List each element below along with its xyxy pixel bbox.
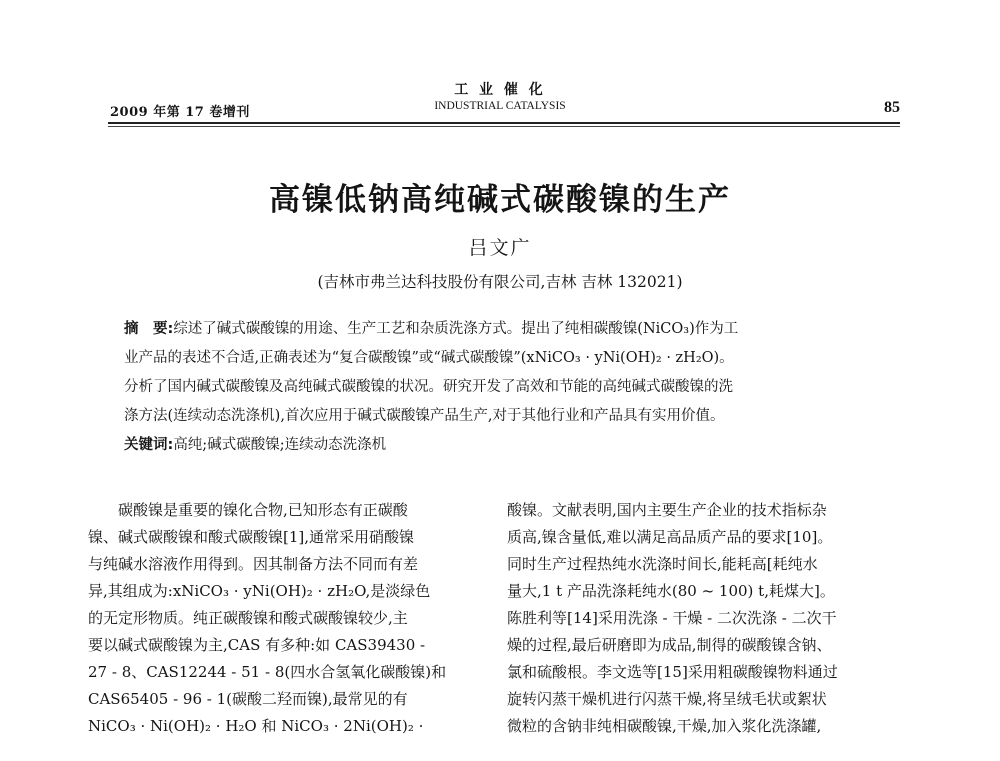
body-line: 的无定形物质。纯正碳酸镍和酸式碳酸镍较少,主 bbox=[88, 609, 408, 627]
body-line: 镍、碱式碳酸镍和酸式碳酸镍[1],通常采用硝酸镍 bbox=[88, 528, 415, 546]
abstract-line: 分析了国内碱式碳酸镍及高纯碱式碳酸镍的状况。研究开发了高效和节能的高纯碱式碳酸镍的洗 bbox=[124, 379, 733, 395]
body-line: 同时生产过程热纯水洗涤时间长,能耗高[耗纯水 bbox=[507, 555, 818, 573]
body-column-left bbox=[88, 499, 488, 761]
body-line: 陈胜利等[14]采用洗涤 - 干燥 - 二次洗涤 - 二次干 bbox=[507, 609, 837, 627]
header-issue: 2009 年第 17 卷增刊 bbox=[110, 105, 250, 120]
body-line: CAS65405 - 96 - 1(碳酸二羟而镍),最常见的有 bbox=[88, 690, 408, 708]
abstract-label: 摘 要: bbox=[124, 321, 174, 337]
keywords-text: 高纯;碱式碳酸镍;连续动态洗涤机 bbox=[173, 437, 387, 453]
keywords-line bbox=[124, 434, 884, 456]
header-rule-thick bbox=[108, 122, 900, 124]
article-affiliation: (吉林市弗兰达科技股份有限公司,吉林 吉林 132021) bbox=[317, 273, 683, 291]
page-number: 85 bbox=[884, 99, 900, 116]
body-line: 氯和硫酸根。李文选等[15]采用粗碳酸镍物料通过 bbox=[507, 663, 838, 681]
body-line: 异,其组成为:xNiCO₃ · yNi(OH)₂ · zH₂O,是淡绿色 bbox=[88, 582, 431, 600]
body-line: 酸镍。文献表明,国内主要生产企业的技术指标杂 bbox=[507, 501, 827, 519]
abstract-text: 综述了碱式碳酸镍的用途、生产工艺和杂质洗涤方式。提出了纯相碳酸镍(NiCO₃)作为工 bbox=[173, 321, 739, 337]
abstract-line: 业产品的表述不合适,正确表述为“复合碳酸镍”或“碱式碳酸镍”(xNiCO₃ · yNi(OH)₂ · zH₂O)。 bbox=[124, 350, 734, 366]
body-line: 要以碱式碳酸镍为主,CAS 有多种:如 CAS39430 - bbox=[88, 636, 426, 654]
keywords-label: 关键词: bbox=[124, 437, 174, 453]
body-line: 量大,1 t 产品洗涤耗纯水(80 ~ 100) t,耗煤大]。 bbox=[507, 582, 835, 600]
body-line: 27 - 8、CAS12244 - 51 - 8(四水合氢氧化碳酸镍)和 bbox=[88, 663, 447, 681]
article-title: 高镍低钠高纯碱式碳酸镍的生产 bbox=[269, 182, 731, 218]
body-line: NiCO₃ · Ni(OH)₂ · H₂O 和 NiCO₃ · 2Ni(OH)₂ · bbox=[88, 717, 424, 735]
body-line: 旋转闪蒸干燥机进行闪蒸干燥,将呈绒毛状或絮状 bbox=[507, 690, 827, 708]
body-line: 燥的过程,最后研磨即为成品,制得的碳酸镍含钠、 bbox=[507, 636, 832, 654]
body-line: 与纯碱水溶液作用得到。因其制备方法不同而有差 bbox=[88, 555, 419, 573]
header-rule-thin bbox=[108, 126, 900, 127]
body-column-right bbox=[507, 499, 907, 761]
journal-name-en: INDUSTRIAL CATALYSIS bbox=[434, 100, 566, 112]
body-line: 质高,镍含量低,难以满足高品质产品的要求[10]。 bbox=[507, 528, 833, 546]
journal-name-cn: 工 业 催 化 bbox=[454, 82, 546, 98]
article-author: 吕文广 bbox=[468, 237, 532, 259]
abstract-line bbox=[124, 318, 884, 340]
abstract-line: 涤方法(连续动态洗涤机),首次应用于碱式碳酸镍产品生产,对于其他行业和产品具有实用价值。 bbox=[124, 408, 725, 424]
body-line: 碳酸镍是重要的镍化合物,已知形态有正碳酸 bbox=[88, 501, 408, 519]
body-line: 微粒的含钠非纯相碳酸镍,干燥,加入浆化洗涤罐, bbox=[507, 717, 822, 735]
